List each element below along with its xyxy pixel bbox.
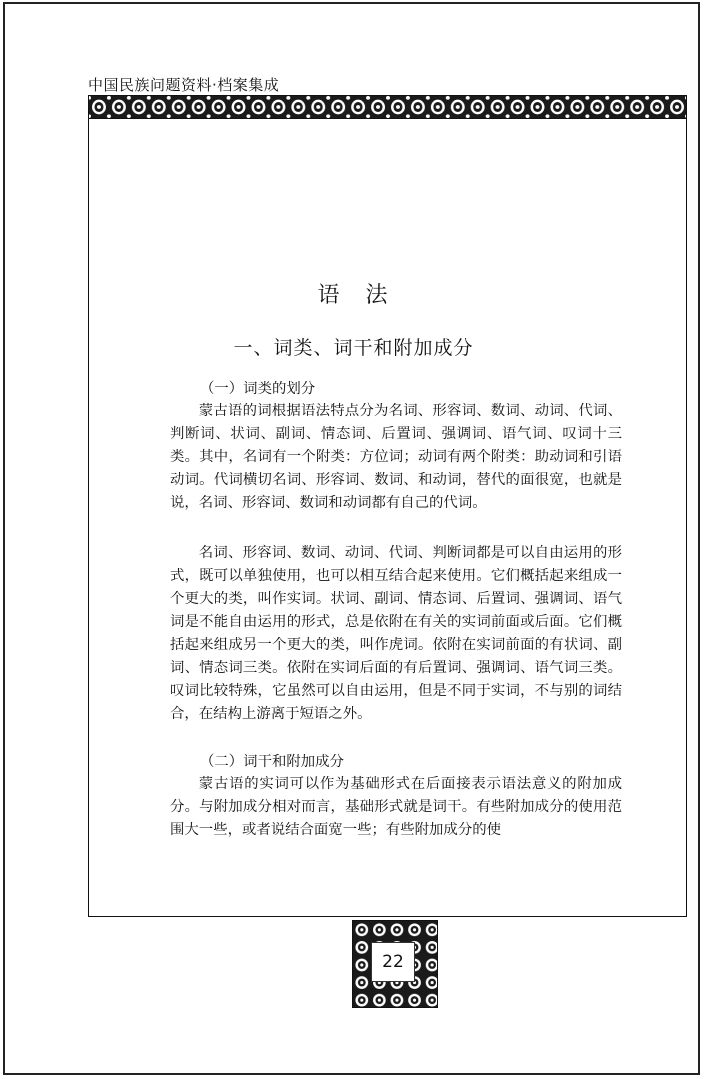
section-title: 一、词类、词干和附加成分 <box>233 337 474 359</box>
body-paragraph: 蒙古语的词根据语法特点分为名词、形容词、数词、动词、代词、判断词、状词、副词、情态词、后置词、强调词、语气词、叹词十三类。其中，名词有一个附类：方位词；动词有两个附类：助动词和引语动词。代词横切名词、形容词、数词、和动词，替代的面很宽，也就是说，名词、形容词、数词和动词都有自己的代词。 <box>170 403 622 511</box>
subsection-heading: （二）词干和附加成分 <box>200 754 344 770</box>
body-paragraph: 蒙古语的实词可以作为基础形式在后面接表示语法意义的附加成分。与附加成分相对而言，基础形式就是词干。有些附加成分的使用范围大一些，或者说结合面宽一些；有些附加成分的使 <box>170 776 622 838</box>
chapter-title: 语 法 <box>317 283 390 308</box>
subsection-heading: （一）词类的划分 <box>200 381 316 397</box>
page-number: 22 <box>371 942 415 982</box>
ornamental-border-band <box>88 95 687 119</box>
body-paragraph: 名词、形容词、数词、动词、代词、判断词都是可以自由运用的形式，既可以单独使用，也可以相互结合起来使用。它们概括起来组成一个更大的类，叫作实词。状词、副词、情态词、后置词、强调词、语气词是不能自由运用的形式，总是依附在有关的实词前面或后面。它们概括起来组成另一个更大的类，叫作虎词。依附在实词前面的有状词、副词、情态词三类。依附在实词后面的有后置词、强调词、语气词三类。叹词比较特殊，它虽然可以自由运用，但是不同于实词，不与别的词结合，在结构上游离于短语之外。 <box>170 545 622 722</box>
series-title: 中国民族问题资料·档案集成 <box>88 76 280 94</box>
